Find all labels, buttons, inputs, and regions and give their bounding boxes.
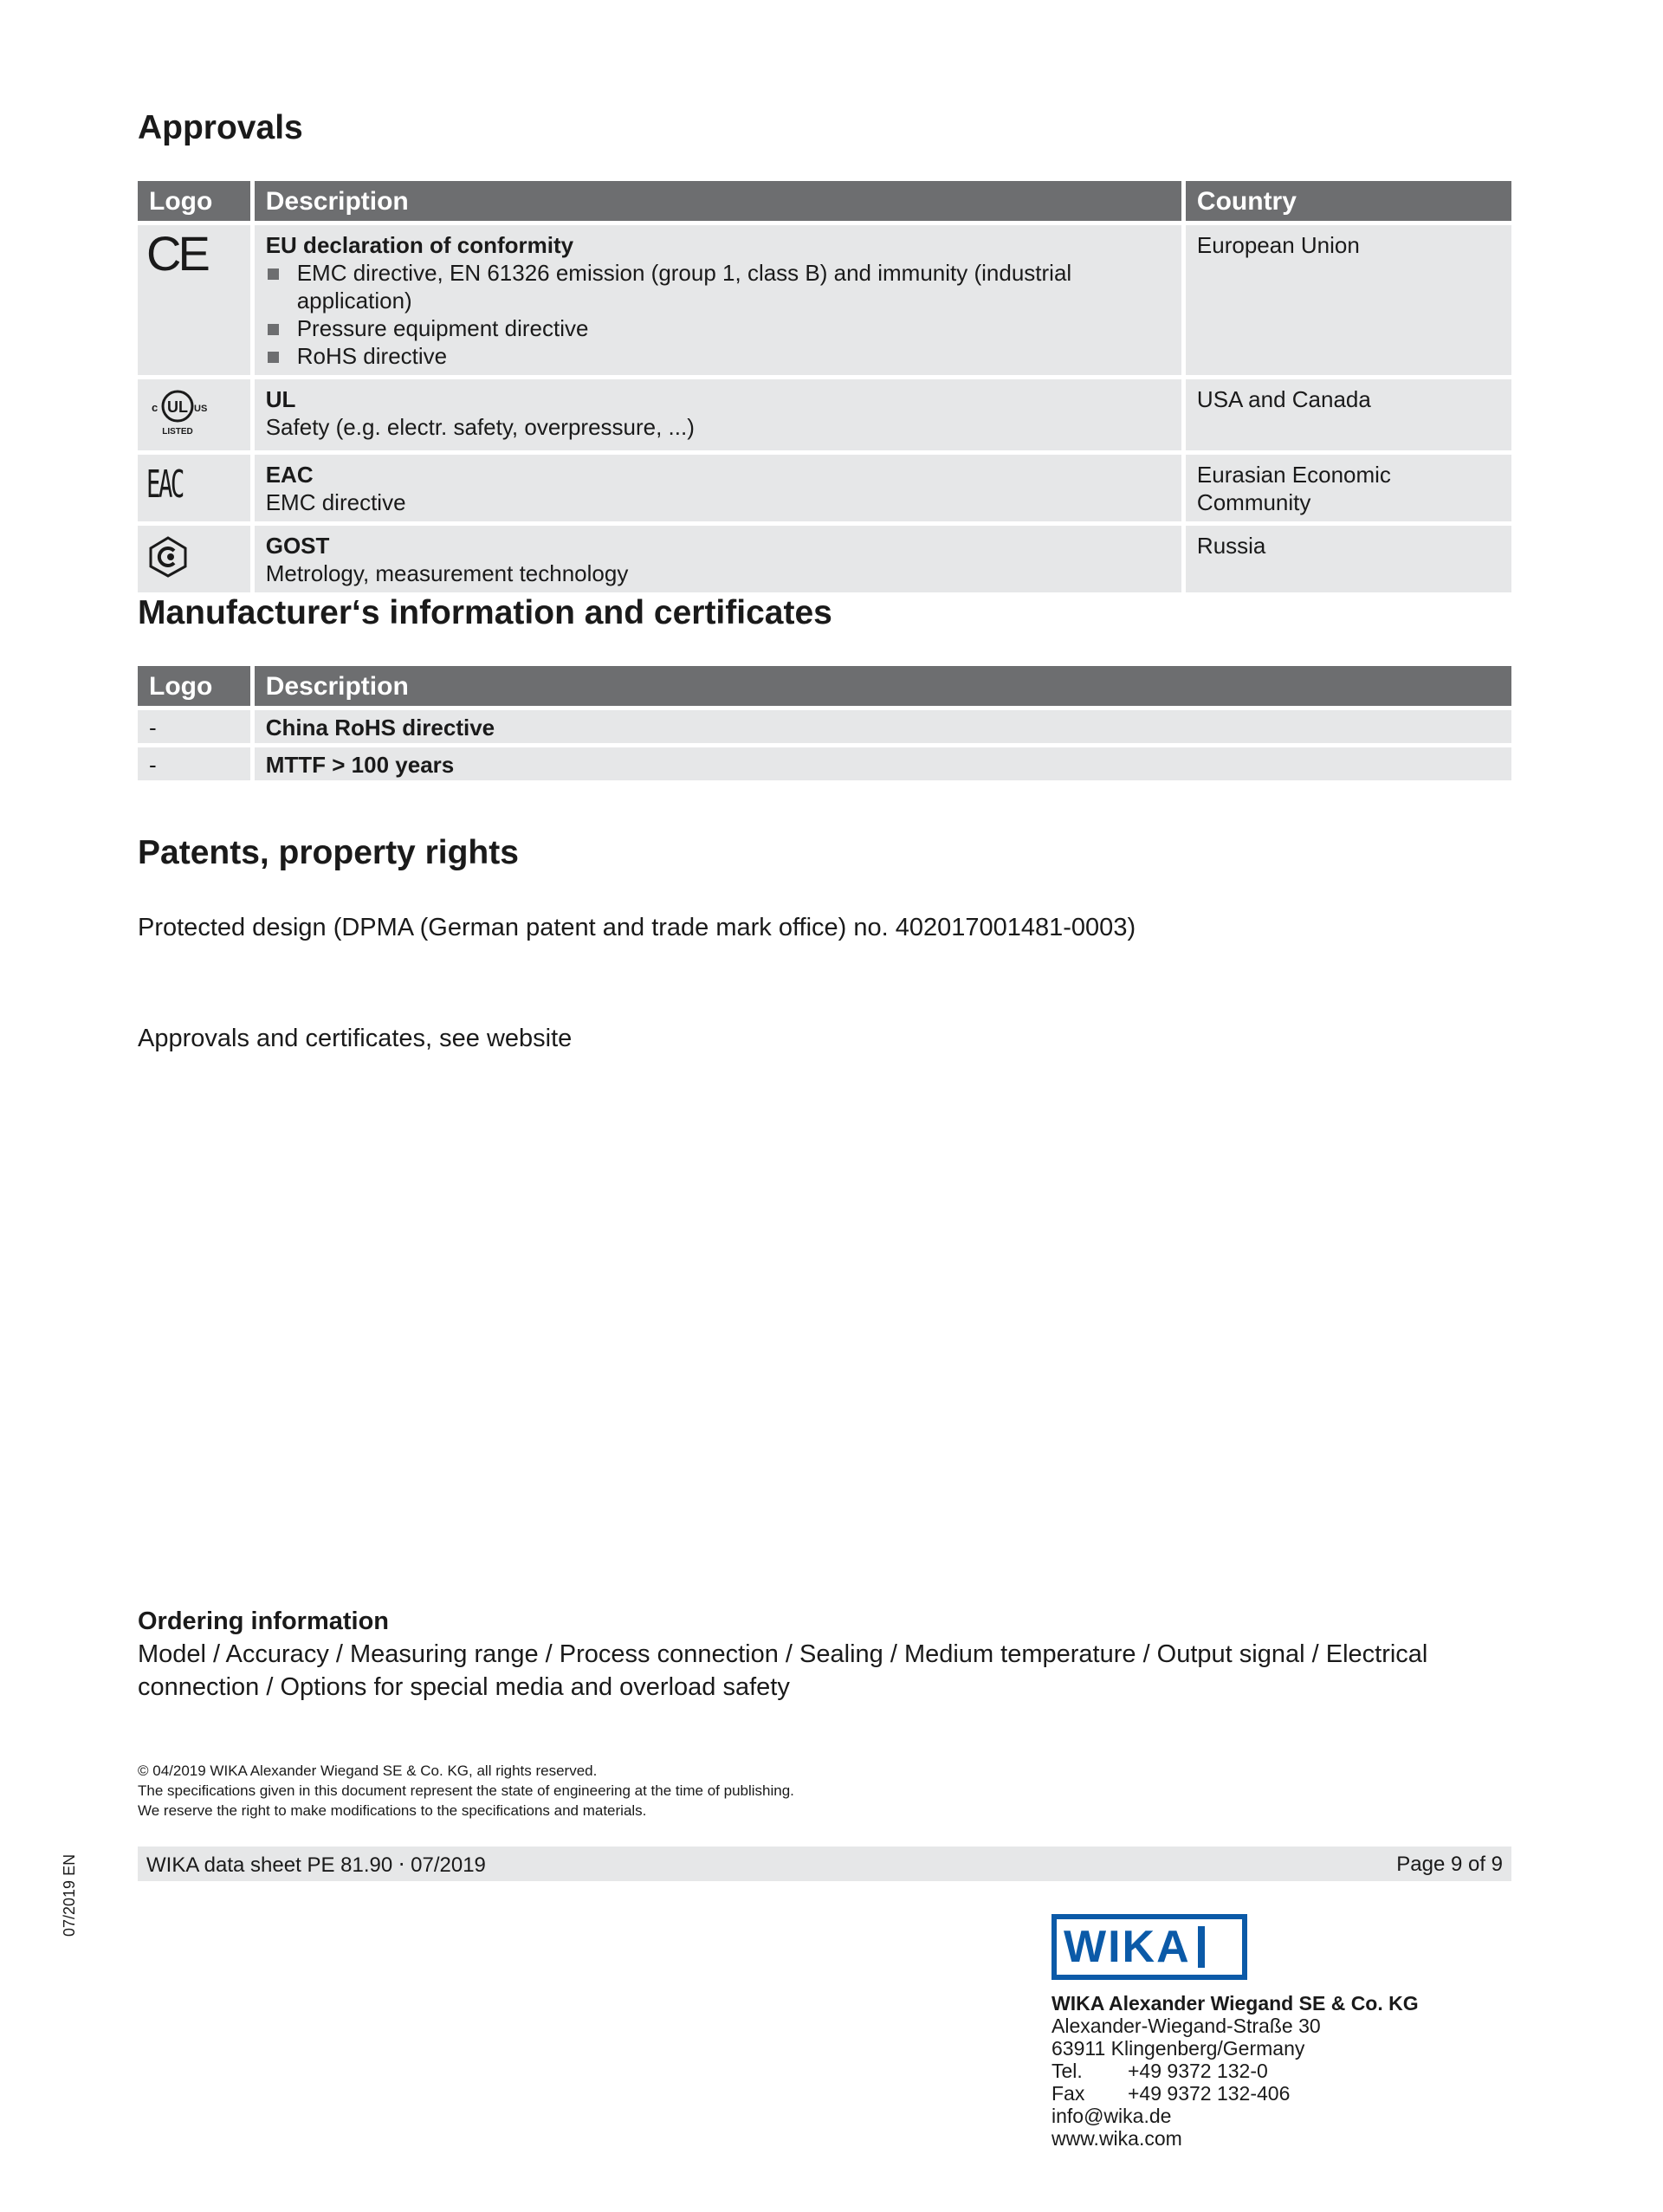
datasheet-reference: WIKA data sheet PE 81.90 ⋅ 07/2019: [146, 1853, 486, 1877]
fax-label: Fax: [1052, 2082, 1085, 2105]
page-number: Page 9 of 9: [1396, 1853, 1503, 1876]
wika-logo: [1052, 1914, 1247, 1980]
tel-value: +49 9372 132-0: [1128, 2060, 1268, 2082]
country-cell: USA and Canada: [1186, 379, 1511, 450]
ordering-heading: Ordering information: [138, 1607, 389, 1635]
tel-label: Tel.: [1052, 2060, 1083, 2082]
legal-line-3: We reserve the right to make modifications to the specifications and materials.: [138, 1802, 647, 1819]
description-cell: [255, 379, 1181, 450]
side-date-label: 07/2019 EN: [61, 1853, 78, 1937]
approvals-header-row: [138, 181, 1511, 221]
description-column-header: Description: [255, 181, 1181, 221]
ordering-line-2: connection / Options for special media and overload safety: [138, 1673, 790, 1701]
company-tel: [1052, 2060, 1419, 2082]
country-cell: Eurasian Economic Community: [1186, 455, 1511, 521]
gost-icon: [146, 535, 190, 579]
ul-logo-cell: [138, 379, 250, 450]
company-website-link[interactable]: www.wika.com: [1052, 2127, 1182, 2150]
legal-line-2: The specifications given in this document represent the state of engineering at the time of publishing.: [138, 1782, 794, 1799]
wika-logo-inner: [1057, 1919, 1242, 1975]
description-cell: [255, 526, 1181, 592]
table-row: [138, 526, 1511, 592]
table-row: [138, 747, 1511, 780]
logo-column-header: Logo: [138, 666, 250, 706]
eac-mark-icon: EAC: [146, 462, 183, 507]
copyright-line: © 04/2019 WIKA Alexander Wiegand SE & Co. KG, all rights reserved.: [138, 1762, 598, 1779]
list-item: Pressure equipment directive: [266, 314, 1170, 342]
ce-mark-icon: CE: [146, 226, 207, 281]
table-row: [138, 710, 1511, 743]
country-cell: European Union: [1186, 225, 1511, 375]
description-cell: [255, 455, 1181, 521]
manufacturer-heading: Manufacturer‘s information and certificates: [138, 594, 832, 631]
company-street: Alexander-Wiegand-Straße 30: [1052, 2015, 1321, 2037]
description-cell: [255, 225, 1181, 375]
list-item: RoHS directive: [266, 342, 1170, 370]
svg-text:LISTED: LISTED: [162, 427, 193, 437]
svg-text:US: US: [194, 404, 208, 414]
logo-column-header: Logo: [138, 181, 250, 221]
table-row: [138, 379, 1511, 450]
ordering-line-1: Model / Accuracy / Measuring range / Process connection / Sealing / Medium temperature / Output signal / Electrical: [138, 1640, 1428, 1668]
wika-logo-text: WIKA: [1064, 1922, 1191, 1972]
patents-text: Protected design (DPMA (German patent and trade mark office) no. 402017001481-0003): [138, 914, 1136, 941]
ul-listed-icon: [146, 385, 209, 439]
company-name: WIKA Alexander Wiegand SE & Co. KG: [1052, 1992, 1419, 2015]
company-city: 63911 Klingenberg/Germany: [1052, 2037, 1305, 2060]
fax-value: +49 9372 132-406: [1128, 2082, 1291, 2105]
manufacturer-header-row: [138, 666, 1511, 706]
row-text: EMC directive: [265, 489, 406, 515]
company-address: [1052, 1992, 1419, 2150]
company-fax: [1052, 2082, 1419, 2105]
description-column-header: Description: [255, 666, 1511, 706]
row-title: EAC: [265, 462, 314, 488]
footer-bar: [138, 1847, 1511, 1881]
approvals-table: [133, 177, 1516, 597]
row-text: Metrology, measurement technology: [265, 560, 629, 586]
country-column-header: Country: [1186, 181, 1511, 221]
description-cell: China RoHS directive: [255, 710, 1511, 743]
logo-cell: -: [138, 747, 250, 780]
svg-text:c: c: [152, 401, 159, 414]
company-email-link[interactable]: info@wika.de: [1052, 2105, 1172, 2127]
logo-cell: -: [138, 710, 250, 743]
table-row: [138, 225, 1511, 375]
table-row: [138, 455, 1511, 521]
svg-text:UL: UL: [167, 398, 188, 416]
country-cell: Russia: [1186, 526, 1511, 592]
ce-logo-cell: [138, 225, 250, 375]
list-item: EMC directive, EN 61326 emission (group 1, class B) and immunity (industrial application): [266, 259, 1170, 314]
description-cell: MTTF > 100 years: [255, 747, 1511, 780]
manufacturer-table: [133, 662, 1516, 785]
gost-logo-cell: [138, 526, 250, 592]
eac-logo-cell: [138, 455, 250, 521]
row-title: UL: [265, 386, 296, 412]
website-note: Approvals and certificates, see website: [138, 1025, 573, 1052]
approvals-heading: Approvals: [138, 109, 303, 146]
patents-heading: Patents, property rights: [138, 834, 519, 871]
bullet-list: [266, 259, 1170, 370]
row-title: EU declaration of conformity: [265, 232, 574, 258]
wika-logo-bar: [1198, 1926, 1205, 1968]
row-title: GOST: [265, 533, 330, 559]
row-text: Safety (e.g. electr. safety, overpressure, ...): [265, 414, 695, 440]
